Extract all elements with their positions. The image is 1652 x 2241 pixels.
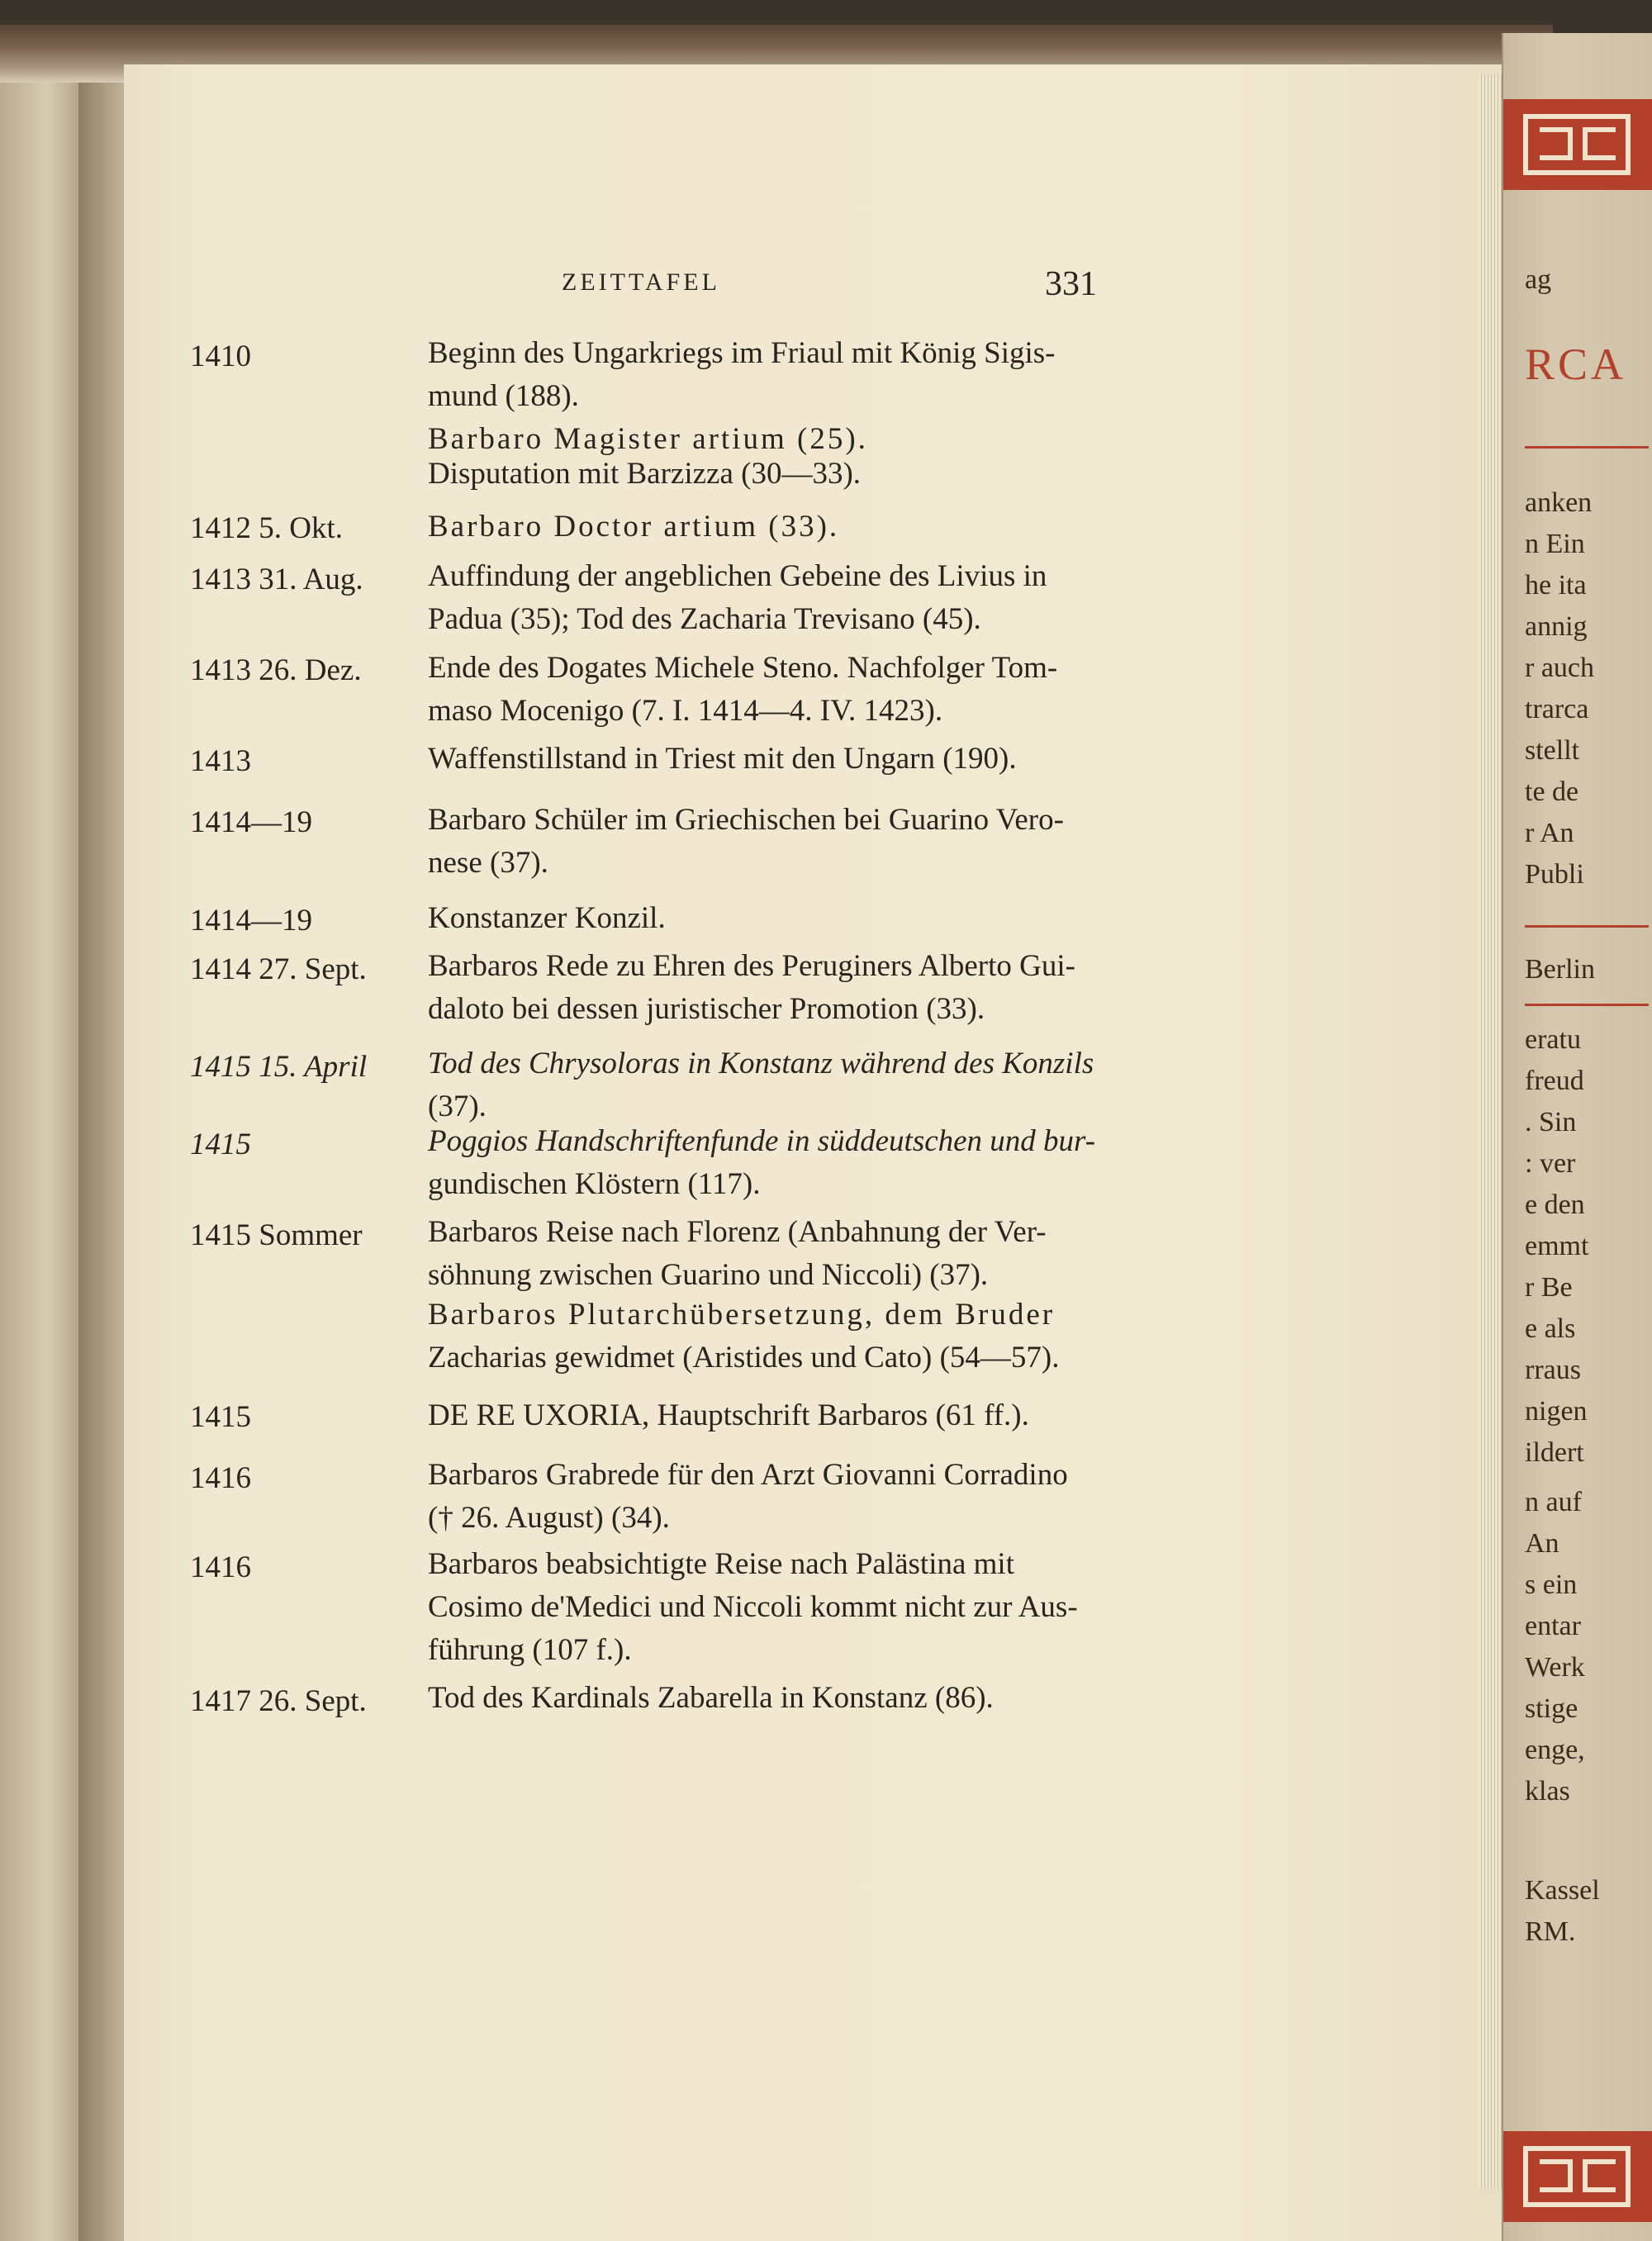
jacket-text-line: enge, [1525, 1735, 1585, 1765]
entry-date: 1410 [190, 339, 251, 373]
book-gutter [78, 66, 128, 2241]
entry-date: 1415 [190, 1400, 251, 1434]
entry-text [428, 332, 1107, 418]
jacket-text-line: he ita [1525, 570, 1587, 601]
entry-line: Padua (35); Tod des Zacharia Trevisano (45). [428, 602, 981, 636]
entry-line: DE RE UXORIA, Hauptschrift Barbaros (61 ff.). [428, 1398, 1029, 1432]
jacket-text-line: RCA [1525, 339, 1627, 389]
jacket-text-line: stige [1525, 1693, 1578, 1724]
jacket-text-line: e den [1525, 1189, 1585, 1220]
entry-line: Barbaro Doctor artium (33). [428, 510, 840, 544]
jacket-text-line: r auch [1525, 653, 1595, 683]
jacket-text-line: stellt [1525, 735, 1580, 766]
entry-line: Ende des Dogates Michele Steno. Nachfolger Tom- [428, 651, 1058, 685]
entry-date: 1416 [190, 1550, 251, 1584]
running-head: ZEITTAFEL [562, 268, 720, 296]
entry-line: Barbaros Rede zu Ehren des Peruginers Alberto Gui- [428, 949, 1075, 983]
facing-page-edge [0, 66, 78, 2241]
entry-line: mund (188). [428, 379, 579, 413]
jacket-rule [1525, 446, 1649, 449]
jacket-text-line: e als [1525, 1313, 1576, 1344]
jacket-rule [1525, 1004, 1649, 1006]
entry-date: 1415 15. April [190, 1050, 368, 1084]
entry-line: Poggios Handschriftenfunde in süddeutschen und bur- [428, 1124, 1096, 1158]
entry-line: maso Mocenigo (7. I. 1414—4. IV. 1423). [428, 694, 943, 728]
jacket-text-line: emmt [1525, 1231, 1589, 1261]
entry-line: († 26. August) (34). [428, 1501, 670, 1535]
entry-date: 1413 26. Dez. [190, 653, 362, 687]
jacket-text-line: r Be [1525, 1272, 1573, 1303]
jacket-meander-band-bottom [1503, 2131, 1652, 2222]
jacket-meander-band-top [1503, 99, 1652, 190]
entry-line: nese (37). [428, 846, 548, 880]
entry-text [428, 1677, 1107, 1720]
page-number: 331 [1045, 265, 1097, 303]
jacket-text-line: Werk [1525, 1652, 1585, 1683]
jacket-text-line: klas [1525, 1776, 1570, 1807]
entry-line: Barbaros beabsichtigte Reise nach Palästina mit [428, 1547, 1014, 1581]
jacket-text-line: nigen [1525, 1396, 1588, 1427]
entry-date: 1416 [190, 1461, 251, 1495]
jacket-text-line: ag [1525, 264, 1552, 295]
entry-line: Tod des Kardinals Zabarella in Konstanz (86). [428, 1681, 994, 1715]
meander-ornament-icon [1523, 2146, 1631, 2207]
jacket-text-line: freud [1525, 1066, 1584, 1096]
jacket-text-line: te de [1525, 776, 1579, 807]
jacket-text-line: Berlin [1525, 954, 1595, 985]
entry-text [428, 799, 1107, 885]
jacket-text-line: trarca [1525, 694, 1589, 724]
jacket-text-line: eratu [1525, 1024, 1581, 1055]
jacket-text-line: n Ein [1525, 529, 1585, 559]
jacket-text-line: RM. [1525, 1916, 1576, 1947]
jacket-text-line: anken [1525, 487, 1593, 518]
entry-line: Barbaros Plutarchübersetzung, dem Bruder [428, 1298, 1056, 1332]
jacket-text-line: : ver [1525, 1148, 1576, 1179]
entry-date: 1417 26. Sept. [190, 1684, 367, 1718]
jacket-text-line: . Sin [1525, 1107, 1577, 1137]
jacket-text-line: r An [1525, 818, 1574, 848]
entry-line: daloto bei dessen juristischer Promotion (33). [428, 992, 985, 1026]
jacket-text-line: ildert [1525, 1437, 1584, 1468]
entry-line: Zacharias gewidmet (Aristides und Cato) (54—57). [428, 1341, 1060, 1375]
entry-line: söhnung zwischen Guarino und Niccoli) (37). [428, 1258, 989, 1292]
jacket-text-line: s ein [1525, 1569, 1578, 1600]
entry-line: führung (107 f.). [428, 1633, 632, 1667]
entry-date: 1412 5. Okt. [190, 511, 343, 545]
jacket-text-line: n auf [1525, 1487, 1582, 1517]
entry-line: Barbaro Magister artium (25). [428, 422, 868, 456]
entry-line: Waffenstillstand in Triest mit den Ungarn (190). [428, 742, 1017, 776]
entry-text [428, 1394, 1107, 1437]
entry-text [428, 1120, 1107, 1206]
entry-date: 1414—19 [190, 805, 312, 839]
entry-text [428, 555, 1107, 641]
entry-date: 1414 27. Sept. [190, 952, 367, 986]
jacket-text-line: Publi [1525, 859, 1584, 890]
entry-line: Auffindung der angeblichen Gebeine des Livius in [428, 559, 1047, 593]
entry-text [428, 897, 1107, 940]
entry-date: 1415 Sommer [190, 1218, 363, 1252]
entry-text [428, 1543, 1107, 1672]
entry-text [428, 506, 1107, 548]
jacket-text-line: entar [1525, 1611, 1581, 1641]
entry-date: 1415 [190, 1128, 251, 1161]
entry-line: Barbaros Reise nach Florenz (Anbahnung der Ver- [428, 1215, 1047, 1249]
entry-date: 1413 [190, 744, 251, 778]
entry-text [428, 453, 1107, 496]
jacket-rule [1525, 925, 1649, 928]
entry-date: 1413 31. Aug. [190, 563, 363, 596]
entry-text [428, 1042, 1107, 1128]
entry-line: Beginn des Ungarkriegs im Friaul mit König Sigis- [428, 336, 1056, 370]
entry-line: Cosimo de'Medici und Niccoli kommt nicht zur Aus- [428, 1590, 1078, 1624]
entry-text [428, 1211, 1107, 1297]
entry-line: Konstanzer Konzil. [428, 901, 666, 935]
jacket-text-line: annig [1525, 611, 1588, 642]
entry-line: Barbaro Schüler im Griechischen bei Guarino Vero- [428, 803, 1064, 837]
entry-date: 1414—19 [190, 904, 312, 938]
entry-line: (37). [428, 1090, 487, 1123]
entry-text [428, 647, 1107, 733]
entry-line: gundischen Klöstern (117). [428, 1167, 761, 1201]
entry-line: Disputation mit Barzizza (30—33). [428, 457, 862, 491]
entry-text [428, 1294, 1107, 1379]
entry-text [428, 1454, 1107, 1540]
entry-text [428, 945, 1107, 1031]
entry-text [428, 738, 1107, 781]
jacket-text-line: Kassel [1525, 1875, 1600, 1906]
entry-line: Tod des Chrysoloras in Konstanz während des Konzils [428, 1047, 1094, 1080]
jacket-text-line: rraus [1525, 1355, 1581, 1385]
entry-line: Barbaros Grabrede für den Arzt Giovanni Corradino [428, 1458, 1068, 1492]
meander-ornament-icon [1523, 114, 1631, 175]
jacket-text-line: An [1525, 1528, 1559, 1559]
